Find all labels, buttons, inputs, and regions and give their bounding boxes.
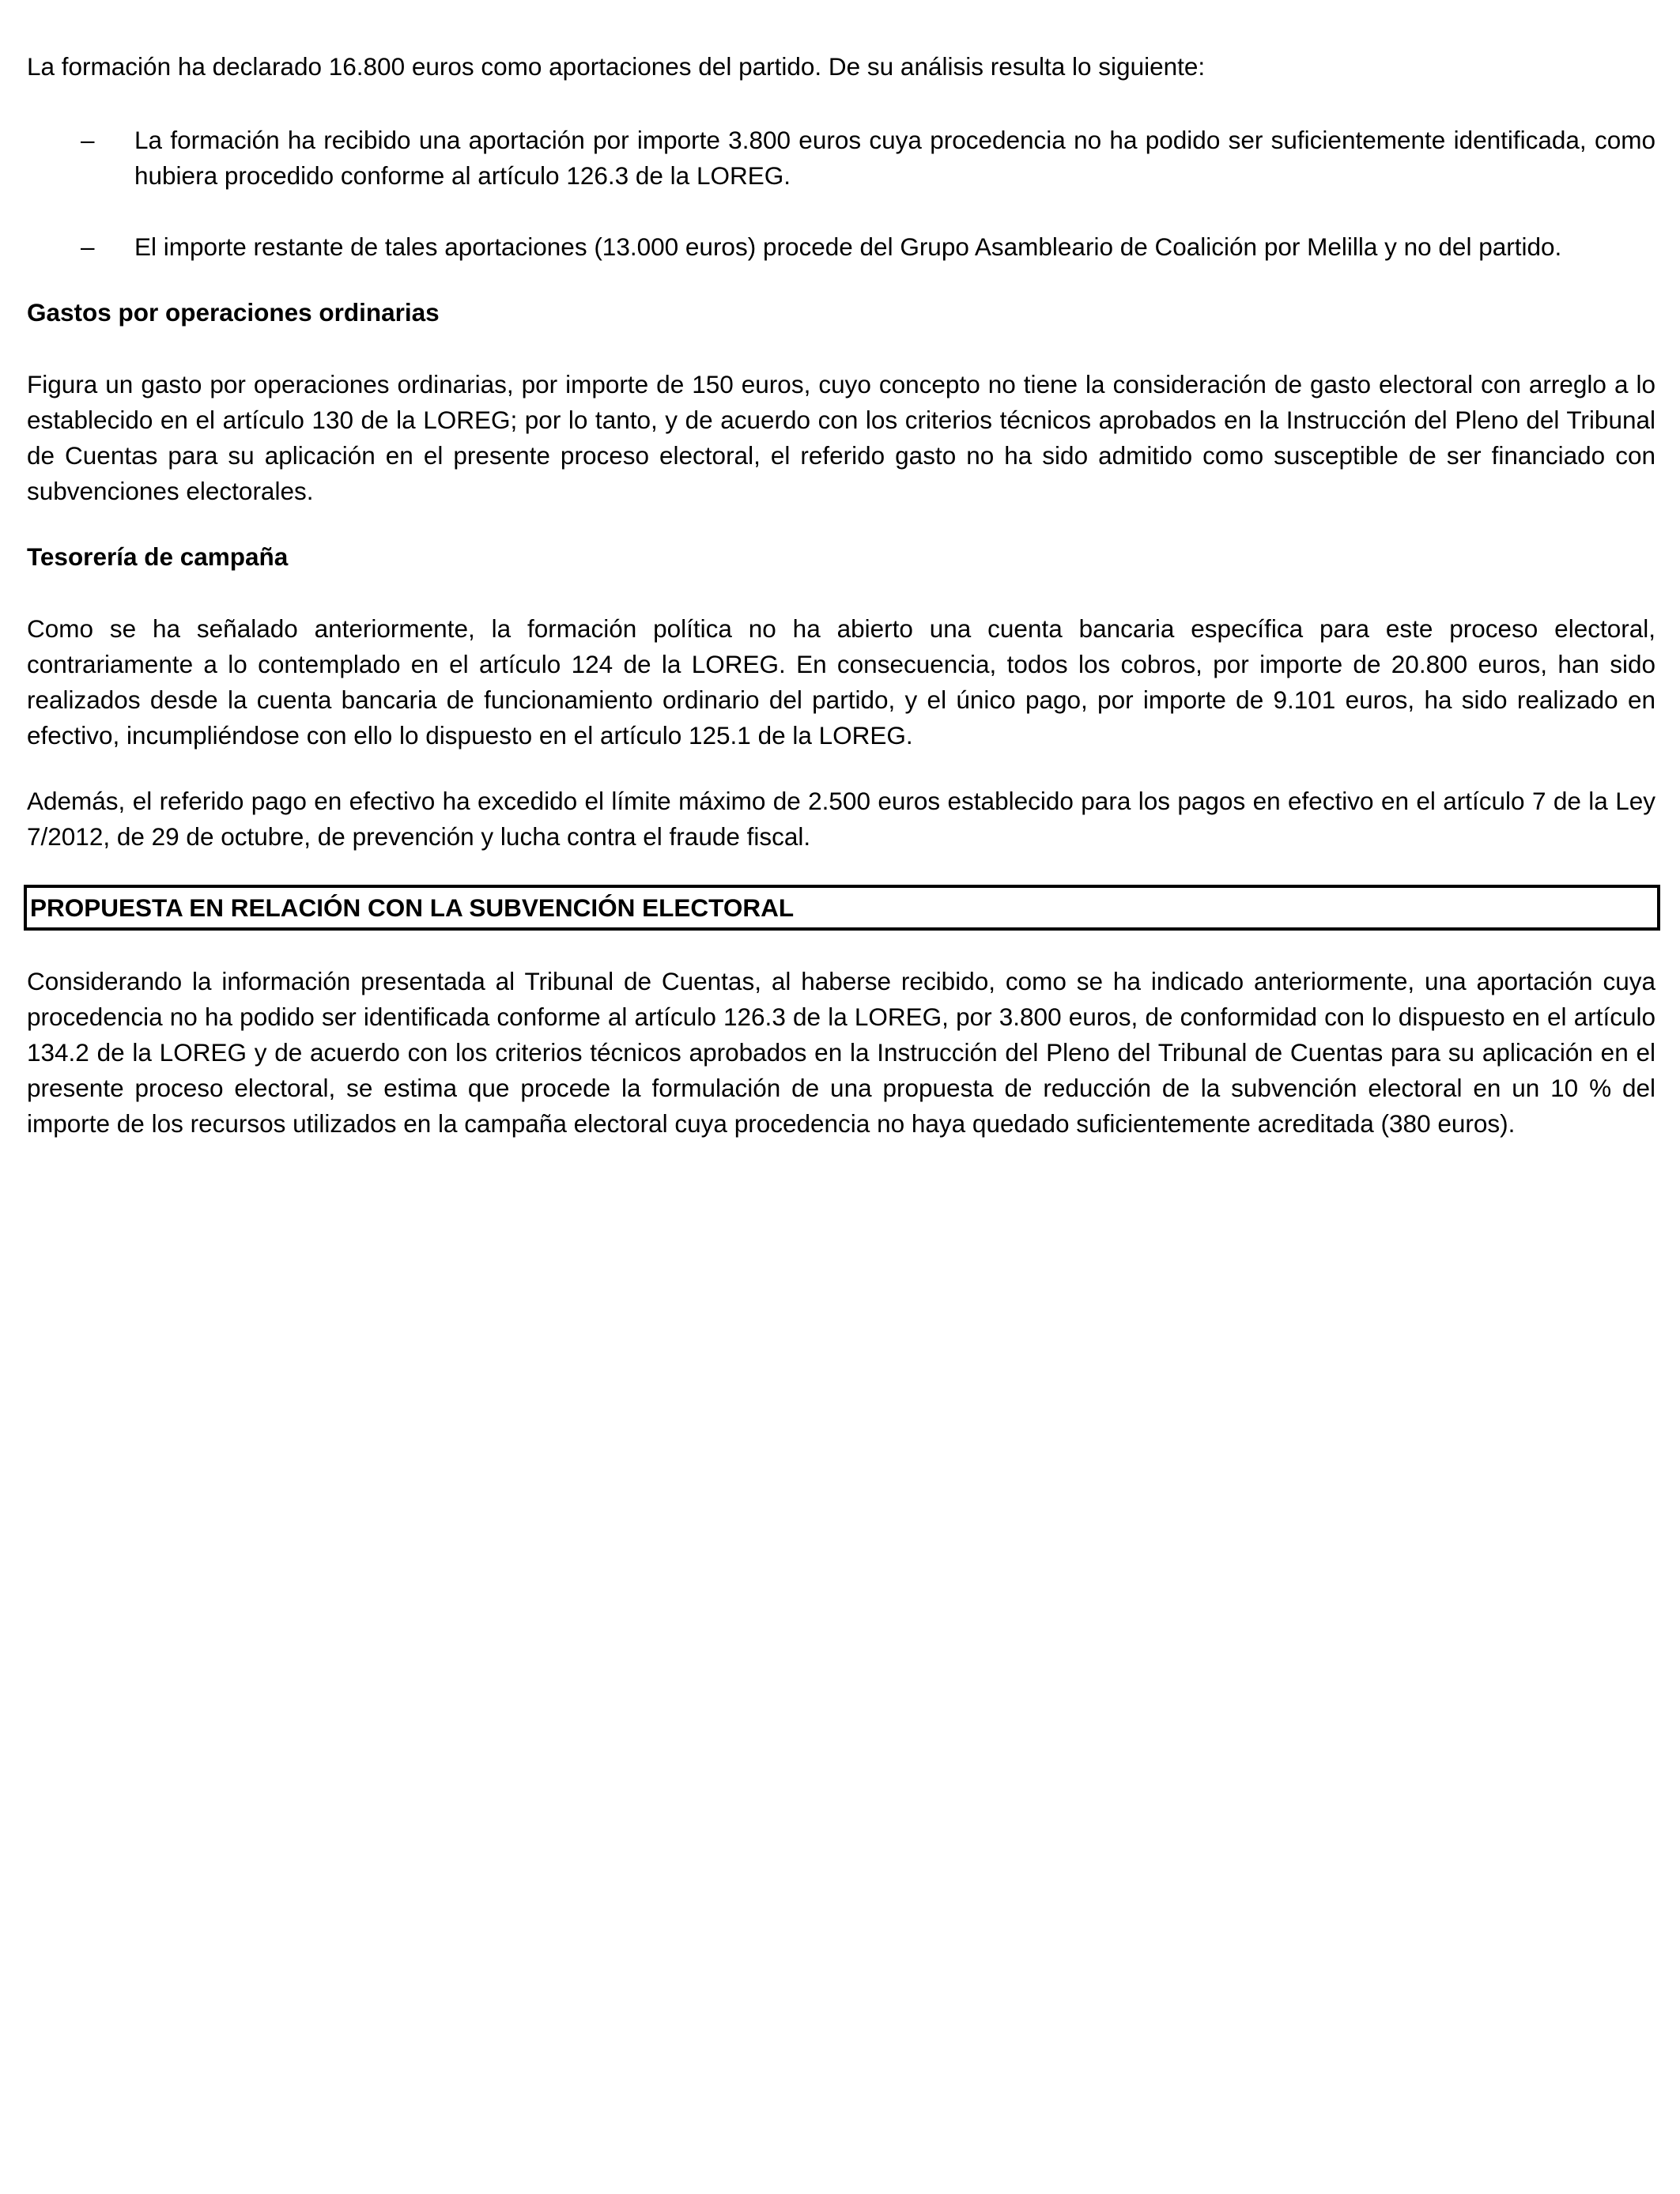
aportaciones-list: [27, 123, 1655, 265]
propuesta-heading: PROPUESTA EN RELACIÓN CON LA SUBVENCIÓN ELECTORAL: [30, 893, 795, 922]
tesoreria-heading: Tesorería de campaña: [27, 542, 289, 571]
propuesta-paragraph: Considerando la información presentada al Tribunal de Cuentas, al haberse recibido, como se ha indicado anteriormente, una aportación cuya procedencia no ha podido ser identificada conforme al artículo 126.3 de la LOREG, por 3.800 euros, de conformidad con lo dispuesto en el artículo 134.2 de la LOREG y de acuerdo con los criterios técnicos aprobados en la Instrucción del Pleno del Tribunal de Cuentas para su aplicación en el presente proceso electoral, se estima que procede la formulación de una propuesta de reducción de la subvención electoral en un 10 % del importe de los recursos utilizados en la campaña electoral cuya procedencia no haya quedado suficientemente acreditada (380 euros).: [27, 967, 1655, 1138]
list-item-text: El importe restante de tales aportaciones (13.000 euros) procede del Grupo Asambleario de Coalición por Melilla y no del partido.: [134, 232, 1562, 261]
intro-paragraph: La formación ha declarado 16.800 euros como aportaciones del partido. De su análisis resulta lo siguiente:: [27, 52, 1206, 81]
tesoreria-paragraph-1: Como se ha señalado anteriormente, la formación política no ha abierto una cuenta bancaria específica para este proceso electoral, contrariamente a lo contemplado en el artículo 124 de la LOREG. En consecuencia, todos los cobros, por importe de 20.800 euros, han sido realizados desde la cuenta bancaria de funcionamiento ordinario del partido, y el único pago, por importe de 9.101 euros, ha sido realizado en efectivo, incumpliéndose con ello lo dispuesto en el artículo 125.1 de la LOREG.: [27, 614, 1655, 750]
tesoreria-paragraph-2: Además, el referido pago en efectivo ha excedido el límite máximo de 2.500 euros establecido para los pagos en efectivo en el artículo 7 de la Ley 7/2012, de 29 de octubre, de prevención y lucha contra el fraude fiscal.: [27, 787, 1655, 851]
list-item-text: La formación ha recibido una aportación por importe 3.800 euros cuya procedencia no ha podido ser suficientemente identificada, como hubiera procedido conforme al artículo 126.3 de la LOREG.: [134, 126, 1655, 190]
gastos-heading: Gastos por operaciones ordinarias: [27, 298, 440, 327]
list-item: [27, 229, 1655, 265]
list-item: [27, 123, 1655, 194]
document-page: [27, 49, 1655, 1172]
bullet-dash: –: [81, 232, 95, 261]
propuesta-heading-box: [24, 885, 1660, 931]
bullet-dash: –: [81, 126, 95, 154]
gastos-paragraph: Figura un gasto por operaciones ordinarias, por importe de 150 euros, cuyo concepto no tiene la consideración de gasto electoral con arreglo a lo establecido en el artículo 130 de la LOREG; por lo tanto, y de acuerdo con los criterios técnicos aprobados en la Instrucción del Pleno del Tribunal de Cuentas para su aplicación en el presente proceso electoral, el referido gasto no ha sido admitido como susceptible de ser financiado con subvenciones electorales.: [27, 370, 1655, 505]
